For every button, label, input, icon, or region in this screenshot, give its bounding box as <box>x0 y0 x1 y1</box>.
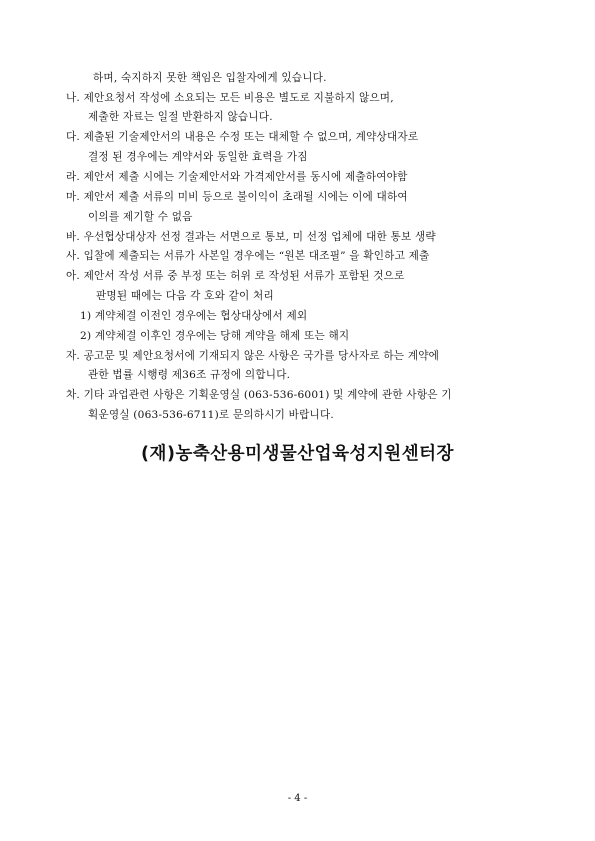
text-line: 결정 된 경우에는 계약서와 동일한 효력을 가짐 <box>88 151 308 163</box>
text-line: 나. 제안요청서 작성에 소요되는 모든 비용은 별도로 지불하지 않으며, <box>66 92 394 104</box>
signature-title: (재)농축산용미생물산업육성지원센터장 <box>141 444 454 464</box>
text-line: 하며, 숙지하지 못한 책임은 입찰자에게 있습니다. <box>93 72 327 84</box>
text-line: 바. 우선협상대상자 선정 결과는 서면으로 통보, 미 선정 업체에 대한 통보 생략 <box>66 231 436 243</box>
text-line: 라. 제안서 제출 시에는 기술제안서와 가격제안서를 동시에 제출하여야함 <box>66 171 408 183</box>
page-number: - 4 - <box>287 793 308 804</box>
text-line: 판명된 때에는 다음 각 호와 같이 처리 <box>96 290 274 302</box>
text-line: 관한 법률 시행령 제36조 규정에 의합니다. <box>88 369 291 381</box>
text-line: 다. 제출된 기술제안서의 내용은 수정 또는 대체할 수 없으며, 계약상대자로 <box>66 131 419 143</box>
text-line: 1) 계약체결 이전인 경우에는 협상대상에서 제외 <box>80 310 308 322</box>
text-line: 획운영실 (063-536-6711)로 문의하시기 바랍니다. <box>88 409 334 421</box>
text-line: 제출한 자료는 일절 반환하지 않습니다. <box>88 111 273 123</box>
text-line: 아. 제안서 작성 서류 중 부정 또는 허위 로 작성된 서류가 포함된 것으로 <box>66 270 405 282</box>
text-line: 이의를 제기할 수 없음 <box>88 211 193 223</box>
text-line: 사. 입찰에 제출되는 서류가 사본일 경우에는 “원본 대조필” 을 확인하고 제출 <box>66 250 430 262</box>
text-line: 2) 계약체결 이후인 경우에는 당해 계약을 해제 또는 해지 <box>80 330 350 342</box>
text-line: 자. 공고문 및 제안요청서에 기재되지 않은 사항은 국가를 당사자로 하는 계약에 <box>66 350 440 362</box>
text-line: 차. 기타 과업관련 사항은 기획운영실 (063-536-6001) 및 계약에 관한 사항은 기 <box>66 389 452 401</box>
text-line: 마. 제안서 제출 서류의 미비 등으로 불이익이 초래될 시에는 이에 대하여 <box>66 191 408 203</box>
